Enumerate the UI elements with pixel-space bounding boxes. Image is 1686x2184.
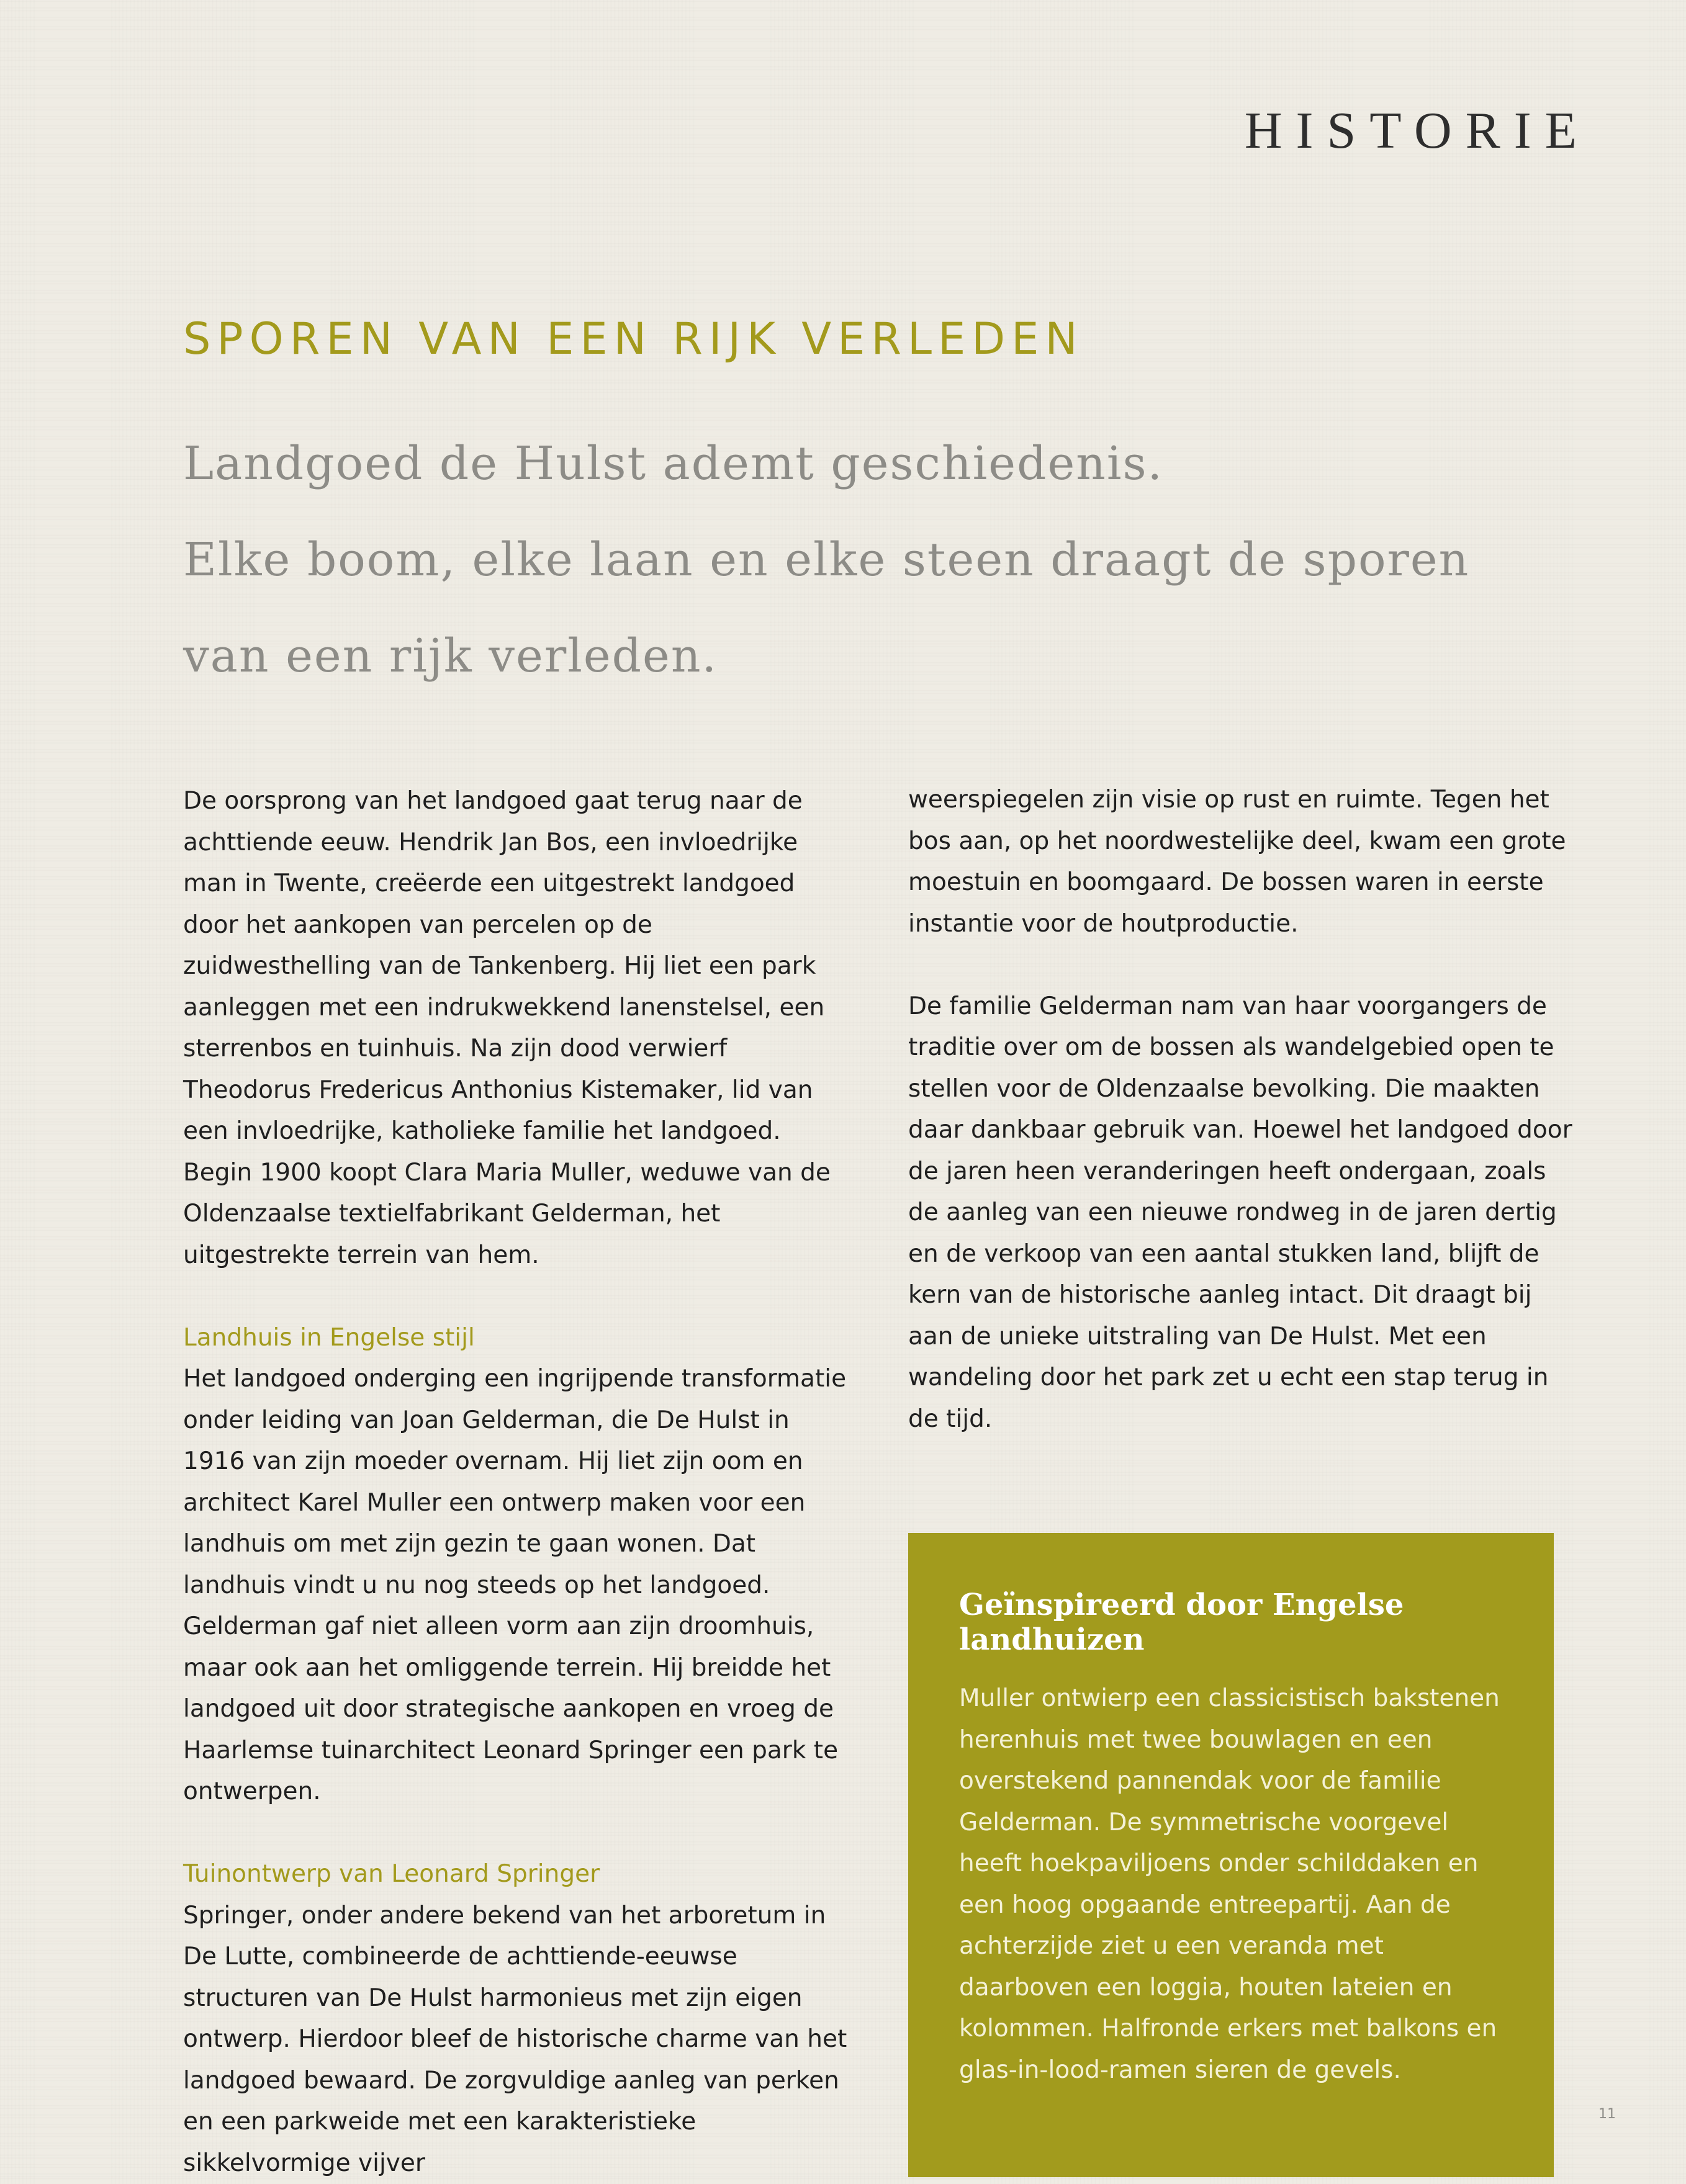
body-paragraph-familie: De familie Gelderman nam van haar voorgangers de traditie over om de bossen als wandelgebied open te stellen voor de Oldenzaalse bevolking. Die maakten daar dankbaar gebruik van. Hoewel het landgoed door de jaren heen veranderingen heeft ondergaan, zoals de aanleg van een nieuwe rondweg in de jaren dertig en de verkoop van een aantal stukken land, blijft de kern van de historische aanleg intact. Dit draagt bij aan de unieke uitstraling van De Hulst. Met een wandeling door het park zet u echt een stap terug in de tijd. (908, 986, 1572, 1440)
page-headline: SPOREN VAN EEN RIJK VERLEDEN (183, 313, 1084, 364)
section-label: HISTORIE (1245, 101, 1590, 161)
subheading-landhuis: Landhuis in Engelse stijl (183, 1318, 847, 1359)
body-paragraph-tuinontwerp: Springer, onder andere bekend van het arboretum in De Lutte, combineerde de achttiende-eeuwse structuren van De Hulst harmonieus met zijn eigen ontwerp. Hierdoor bleef de historische charme van het landgoed bewaard. De zorgvuldige aanleg van perken en een parkweide met een karakteristieke sikkelvormige vijver (183, 1895, 847, 2184)
intro-text (183, 416, 1549, 704)
body-paragraph-continuation: weerspiegelen zijn visie op rust en ruimte. Tegen het bos aan, op het noordwestelijke deel, kwam een grote moestuin en boomgaard. De bossen waren in eerste instantie voor de houtproductie. (908, 780, 1572, 945)
body-paragraph-landhuis: Het landgoed onderging een ingrijpende transformatie onder leiding van Joan Gelderman, die De Hulst in 1916 van zijn moeder overnam. Hij liet zijn oom en architect Karel Muller een ontwerp maken voor een landhuis om met zijn gezin te gaan wonen. Dat landhuis vindt u nu nog steeds op het landgoed. Gelderman gaf niet alleen vorm aan zijn droomhuis, maar ook aan het omliggende terrein. Hij breidde het landgoed uit door strategische aankopen en vroeg de Haarlemse tuinarchitect Leonard Springer een park te ontwerpen. (183, 1359, 847, 1813)
sidebar-box (908, 1533, 1554, 2177)
right-column (908, 780, 1572, 1440)
page-number: 11 (1598, 2106, 1616, 2122)
subheading-tuinontwerp: Tuinontwerp van Leonard Springer (183, 1854, 847, 1895)
intro-line-2: Elke boom, elke laan en elke steen draagt de sporen (183, 512, 1549, 608)
sidebar-box-text: Muller ontwierp een classicistisch bakstenen herenhuis met twee bouwlagen en een overstekend pannendak voor de familie Gelderman. De symmetrische voorgevel heeft hoekpaviljoens onder schilddaken en een hoog opgaande entreepartij. Aan de achterzijde ziet u een veranda met daarboven een loggia, houten lateien en kolommen. Halfronde erkers met balkons en glas-in-lood-ramen sieren de gevels. (959, 1678, 1504, 2091)
intro-line-3: van een rijk verleden. (183, 608, 1549, 704)
intro-line-1: Landgoed de Hulst ademt geschiedenis. (183, 416, 1549, 512)
sidebar-box-title: Geïnspireerd door Engelse landhuizen (959, 1588, 1504, 1657)
body-paragraph-origin: De oorsprong van het landgoed gaat terug naar de achttiende eeuw. Hendrik Jan Bos, een invloedrijke man in Twente, creëerde een uitgestrekt landgoed door het aankopen van percelen op de zuidwesthelling van de Tankenberg. Hij liet een park aanleggen met een indrukwekkend lanenstelsel, een sterrenbos en tuinhuis. Na zijn dood verwierf Theodorus Fredericus Anthonius Kistemaker, lid van een invloedrijke, katholieke familie het landgoed. Begin 1900 koopt Clara Maria Muller, weduwe van de Oldenzaalse textielfabrikant Gelderman, het uitgestrekte terrein van hem. (183, 781, 847, 1276)
left-column (183, 781, 847, 2184)
